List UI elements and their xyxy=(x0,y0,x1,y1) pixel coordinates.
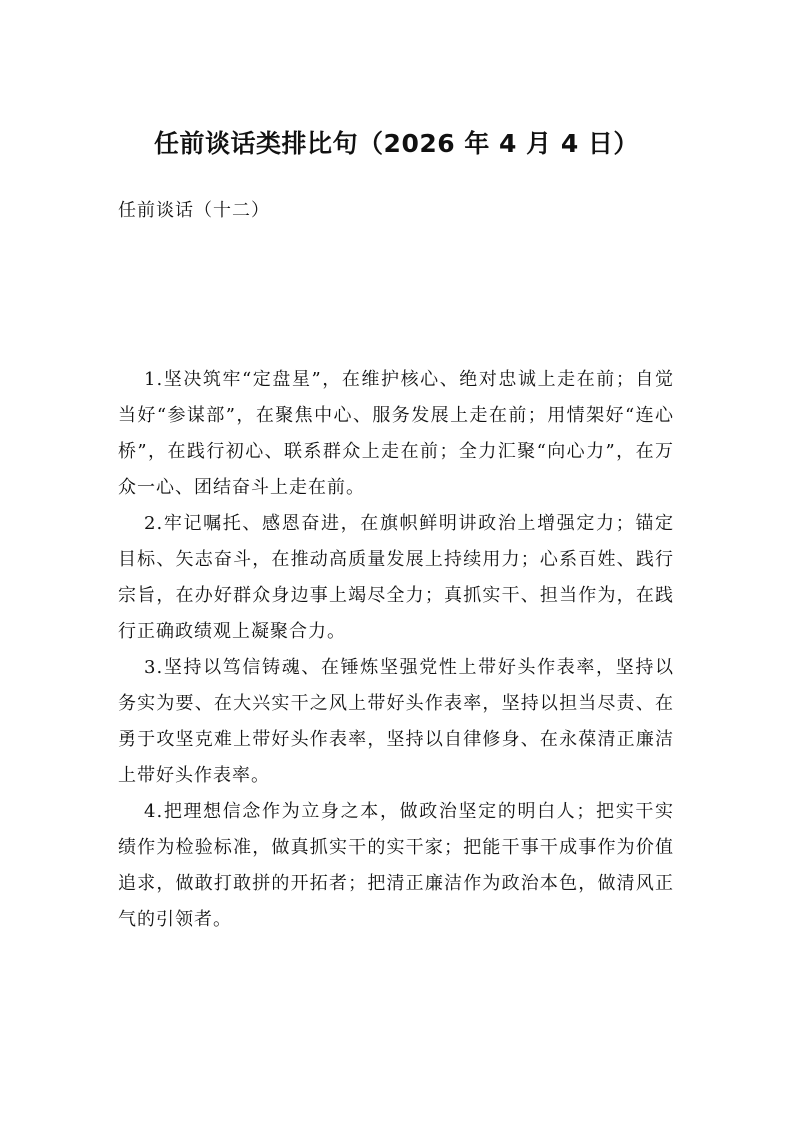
document-body xyxy=(118,362,674,938)
paragraph-4: 4.把理想信念作为立身之本，做政治坚定的明白人；把实干实绩作为检验标准，做真抓实干的实干家；把能干事干成事作为价值追求，做敢打敢拼的开拓者；把清正廉洁作为政治本色，做清风正气的引领者。 xyxy=(118,801,674,930)
document-subtitle: 任前谈话（十二） xyxy=(118,200,270,221)
paragraph-2: 2.牢记嘱托、感恩奋进，在旗帜鲜明讲政治上增强定力；锚定目标、矢志奋斗，在推动高质量发展上持续用力；心系百姓、践行宗旨，在办好群众身边事上竭尽全力；真抓实干、担当作为，在践行正确政绩观上凝聚合力。 xyxy=(118,513,674,642)
paragraph-1: 1.坚决筑牢“定盘星”，在维护核心、绝对忠诚上走在前；自觉当好“参谋部”，在聚焦中心、服务发展上走在前；用情架好“连心桥”，在践行初心、联系群众上走在前；全力汇聚“向心力”，在万众一心、团结奋斗上走在前。 xyxy=(118,369,674,498)
document-title: 任前谈话类排比句（2026 年 4 月 4 日） xyxy=(154,129,639,158)
paragraph-3: 3.坚持以笃信铸魂、在锤炼坚强党性上带好头作表率，坚持以务实为要、在大兴实干之风上带好头作表率，坚持以担当尽责、在勇于攻坚克难上带好头作表率，坚持以自律修身、在永葆清正廉洁上带好头作表率。 xyxy=(118,657,674,786)
